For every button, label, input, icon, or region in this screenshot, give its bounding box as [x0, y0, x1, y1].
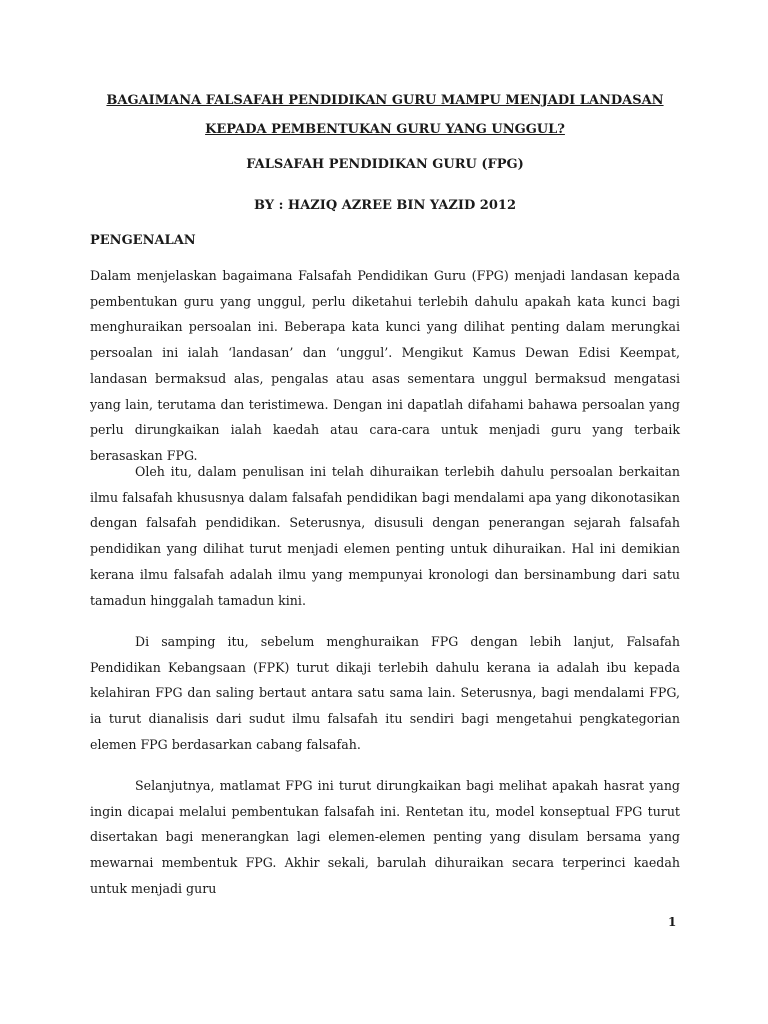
paragraph-3: Di samping itu, sebelum menghuraikan FPG dengan lebih lanjut, Falsafah Pendidikan Kebangsaan (FPK) turut dikaji terlebih dahulu kerana ia adalah ibu kepada kelahiran FPG dan saling bertaut antara satu sama lain. Seterusnya, bagi mendalami FPG, ia turut dianalisis dari sudut ilmu falsafah itu sendiri bagi mengetahui pengkategorian elemen FPG berdasarkan cabang falsafah.: [90, 634, 680, 752]
paragraph-1: Dalam menjelaskan bagaimana Falsafah Pendidikan Guru (FPG) menjadi landasan kepada pembentukan guru yang unggul, perlu diketahui terlebih dahulu apakah kata kunci bagi menghuraikan persoalan ini. Beberapa kata kunci yang dilihat penting dalam merungkai persoalan ini ialah ‘landasan’ dan ‘unggul’. Mengikut Kamus Dewan Edisi Keempat, landasan bermaksud alas, pengalas atau asas sementara unggul bermaksud mengatasi yang lain, terutama dan teristimewa. Dengan ini dapatlah difahami bahawa persoalan yang perlu dirungkaikan ialah kaedah atau cara-cara untuk menjadi guru yang terbaik berasaskan FPG.: [90, 268, 680, 463]
title-line-2: KEPADA PEMBENTUKAN GURU YANG UNGGUL?: [205, 122, 565, 137]
section-heading: PENGENALAN: [90, 233, 196, 248]
document-subtitle: FALSAFAH PENDIDIKAN GURU (FPG): [246, 157, 524, 172]
paragraph-4: Selanjutnya, matlamat FPG ini turut dirungkaikan bagi melihat apakah hasrat yang ingin dicapai melalui pembentukan falsafah ini. Rentetan itu, model konseptual FPG turut disertakan bagi menerangkan lagi elemen-elemen penting yang disulam bersama yang mewarnai membentuk FPG. Akhir sekali, barulah dihuraikan secara terperinci kaedah untuk menjadi guru: [90, 778, 680, 896]
page-number: 1: [668, 915, 677, 929]
author-line: BY : HAZIQ AZREE BIN YAZID 2012: [254, 198, 516, 213]
document-title: [90, 86, 680, 144]
paragraph-2: Oleh itu, dalam penulisan ini telah dihuraikan terlebih dahulu persoalan berkaitan ilmu falsafah khususnya dalam falsafah pendidikan bagi mendalami apa yang dikonotasikan dengan falsafah pendidikan. Seterusnya, disusuli dengan penerangan sejarah falsafah pendidikan yang dilihat turut menjadi elemen penting untuk dihuraikan. Hal ini demikian kerana ilmu falsafah adalah ilmu yang mempunyai kronologi dan bersinambung dari satu tamadun hinggalah tamadun kini.: [90, 464, 680, 608]
title-line-1: BAGAIMANA FALSAFAH PENDIDIKAN GURU MAMPU MENJADI LANDASAN: [106, 93, 664, 108]
